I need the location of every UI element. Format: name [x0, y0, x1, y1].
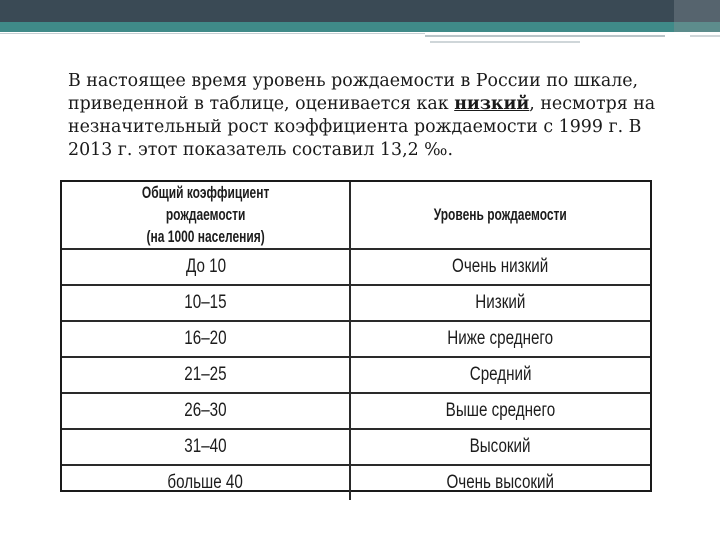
table-row [62, 321, 650, 357]
header-teal-band [0, 22, 720, 32]
level-value: Выше среднего [445, 400, 556, 421]
table-header-row [62, 182, 650, 249]
range-cell [62, 429, 350, 465]
range-cell [62, 393, 350, 429]
level-value: Очень низкий [452, 256, 549, 277]
header-coefficient-title: Общий коэффициент рождаемости [141, 183, 270, 224]
range-value: 16–20 [184, 328, 227, 349]
level-value: Высокий [470, 436, 532, 457]
header-bar-accent [674, 0, 720, 22]
level-cell [350, 249, 650, 285]
birth-rate-scale-table [60, 180, 652, 492]
paragraph-text: В настоящее время уровень рождаемости в России по шкале, приведенной в таблице, оценивается как [68, 71, 639, 114]
range-value: 26–30 [184, 400, 227, 421]
range-value: 31–40 [184, 436, 227, 457]
table-row [62, 465, 650, 500]
header-bar [0, 0, 720, 22]
range-cell [62, 465, 350, 500]
level-value: Средний [469, 364, 532, 385]
range-cell [62, 357, 350, 393]
range-value: больше 40 [167, 472, 244, 493]
header-decor-line [430, 41, 580, 43]
header-coefficient-unit: (на 1000 населения) [146, 227, 265, 246]
level-cell [350, 285, 650, 321]
level-cell [350, 393, 650, 429]
level-cell [350, 357, 650, 393]
table-row [62, 357, 650, 393]
table-row [62, 393, 650, 429]
header-divider-line [0, 33, 425, 34]
header-level-title: Уровень рождаемости [433, 205, 567, 224]
range-cell [62, 321, 350, 357]
table-row [62, 429, 650, 465]
range-value: До 10 [185, 256, 226, 277]
scale-table [62, 182, 650, 500]
table-row [62, 285, 650, 321]
range-value: 10–15 [184, 292, 227, 313]
header-decor-line [690, 35, 720, 37]
body-paragraph [68, 70, 688, 162]
paragraph-text-end: , несмотря на незначительный рост коэффициента рождаемости с 1999 г. В 2013 г. этот показатель составил 13,2 ‰. [68, 94, 656, 160]
header-level [377, 182, 623, 249]
paragraph-emphasis: низкий [454, 94, 530, 114]
header-teal-band-accent [674, 22, 720, 32]
range-cell [62, 249, 350, 285]
range-value: 21–25 [184, 364, 227, 385]
level-cell [350, 321, 650, 357]
header-coefficient [88, 182, 324, 249]
level-value: Низкий [475, 292, 526, 313]
table-row [62, 249, 650, 285]
level-cell [350, 429, 650, 465]
header-decor-line [425, 35, 665, 37]
level-value: Очень высокий [446, 472, 555, 493]
range-cell [62, 285, 350, 321]
level-cell [350, 465, 650, 500]
level-value: Ниже среднего [447, 328, 554, 349]
